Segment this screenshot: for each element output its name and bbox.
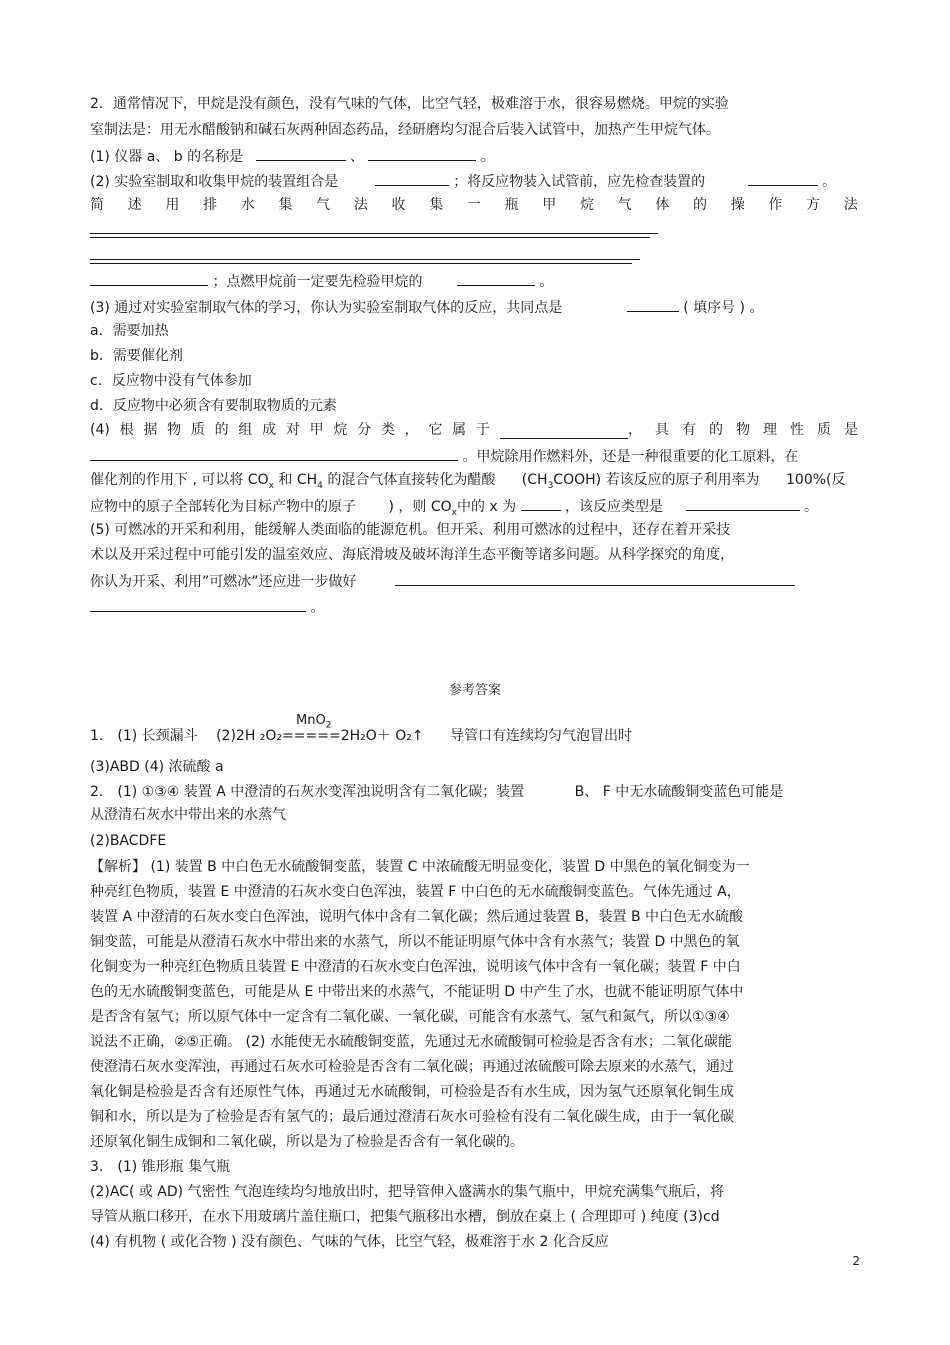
page-number: 2 [852,1254,860,1268]
q2-part4-text-c1: 催化剂的作用下 , 可以将 CO [90,472,269,488]
q2-part4-text-c7: 100%(反 [786,472,846,488]
spread-char: 具 [655,422,669,438]
q2-intro-line2: 室制法是：用无水醋酸钠和碱石灰两种固态药品，经研磨均匀混合后装入试管中，加热产生甲烷气体。 [90,122,720,138]
q2-part1-blank-b [368,146,476,161]
spread-char: 烷 [333,422,348,438]
q2-part2-end-2: 。 [539,274,554,290]
answer-3-line4: (4) 有机物 ( 或化合物 ) 没有颜色、气味的气体，比空气轻，极难溶于水 2 化合反应 [90,1234,609,1250]
q2-part4-text-d3: 中的 x 为 [456,499,517,515]
q2-part1-end: 。 [480,149,495,165]
explanation-line-12: 还原氧化铜生成铜和二氧化碳，所以是为了检验是否含有一氧化碳的。 [90,1134,524,1150]
explanation-line-3: 装置 A 中澄清的石灰水变白色浑浊，说明气体中含有二氧化碳；然后通过装置 B，装置 B 中白色无水硫酸 [90,909,744,925]
explanation-line-9: 使澄清石灰水变浑浊，再通过石灰水可检验是否含有二氧化碳；再通过浓硫酸可除去原来的水蒸气，通过 [90,1059,734,1075]
q2-part2-blank-a [375,171,449,186]
q2-part4-blank-a [500,424,628,439]
q2-part4-line2 [90,446,798,466]
answer-rule-1 [90,233,658,234]
answers-title: 参考答案 [448,683,501,698]
spread-char: ， [404,422,419,438]
ch-subscript: 4 [317,480,323,491]
spread-char: 物 [167,422,182,438]
answer-2-line1 [90,783,783,801]
spread-char: 它 [428,422,443,438]
q2-part2-text-a: (2) 实验室制取和收集甲烷的装置组合是 [90,174,339,190]
q2-part2-text-b: ；将反应物装入试管前，应先检查装置的 [453,174,706,190]
q2-part4-text-d1: 应物中的原子全部转化为目标产物中的原子 [90,499,356,515]
mno2-text: MnO [296,713,326,728]
answer-3-line1: 3． (1) 锥形瓶 集气瓶 [90,1159,231,1175]
q2-option-b: b．需要催化剂 [90,348,183,364]
explanation-line-7: 是否含有氢气；所以原气体中一定含有二氧化碳、一氧化碳，可能含有水蒸气、氢气和氮气，所以①③④ [90,1009,730,1025]
answer-rule-2 [90,259,640,260]
q2-part4-text-d2: ) ，则 CO [388,499,452,515]
answer-1-part2: 导管口有连续均匀气泡冒出时 [450,728,633,744]
spread-char: 气 [617,197,632,213]
explanation-line-4: 铜变蓝，可能是从澄清石灰水中带出来的水蒸气，所以不能证明原气体中含有水蒸气；装置 D 中黑色的氧 [90,934,740,950]
q2-part4-spread-b [628,421,858,439]
q2-part4-line1 [90,421,858,439]
q2-part4-end: 。 [803,499,818,515]
q2-part4-spread-a [90,421,490,439]
q2-part1-text: (1) 仪器 a、 b 的名称是 [90,149,244,165]
q2-part2-text-c: ；点燃甲烷前一定要先检验甲烷的 [212,274,423,290]
q2-part4-text-c2: 和 CH [278,472,318,488]
spread-char: 法 [353,197,368,213]
q2-part5-line1: (5) 可燃冰的开采和利用，能缓解人类面临的能源危机。但开采、利用可燃冰的过程中，还存在着开采技 [90,522,731,538]
explanation-line-6: 色的无水硫酸铜变蓝色，可能是从 E 中带出来的水蒸气，不能证明 D 中产生了水，也就不能证明原气体中 [90,984,744,1000]
answer-1-line2: (3)ABD (4) 浓硫酸 a [90,759,224,775]
spread-char: 水 [240,197,255,213]
q2-part1 [90,146,495,166]
q2-part2-cont [90,271,553,291]
explanation-line-5: 化铜变为一种亮红色物质且装置 E 中澄清的石灰水变白色浑浊，说明该气体中含有一氧化碳；装置 F 中白 [90,959,741,975]
q2-intro-line1: 2．通常情况下，甲烷是没有颜色，没有气味的气体，比空气轻，极难溶于水，很容易燃烧。甲烷的实验 [90,96,729,112]
q2-part4-text-c4: (CH [521,472,548,488]
answer-3-line3: 导管从瓶口移开，在水下用玻璃片盖住瓶口，把集气瓶移出水槽，倒放在桌上 ( 合理即可 ) 纯度 (3)cd [90,1209,720,1225]
spread-char: 甲 [309,422,324,438]
q2-part4-blank-type [686,496,800,511]
q2-part3-text-a: (3) 通过对实验室制取气体的学习，你认为实验室制取气体的反应，共同点是 [90,300,563,316]
spread-char: 法 [843,197,858,213]
spread-char: ， [628,422,642,438]
q2-option-d: d．反应物中必须含有要制取物质的元素 [90,398,337,414]
q2-part2-spread-line [90,196,858,214]
spread-char: 类 [380,422,395,438]
ch3-subscript: 3 [547,480,554,491]
spread-char: 气 [316,197,331,213]
q2-part3-text-b: ( 填序号 ) 。 [683,300,764,316]
spread-char: 一 [466,197,481,213]
answer-3-line2: (2)AC( 或 AD) 气密性 气泡连续均匀地放出时，把导管伸入盛满水的集气瓶中，甲烷充满集气瓶后，将 [90,1184,725,1200]
spread-char: 甲 [542,197,557,213]
q2-part4-text-c3: 的混合气体直接转化为醋酸 [327,472,496,488]
explanation-line-1: 【解析】 (1) 装置 B 中白色无水硫酸铜变蓝，装置 C 中浓硫酸无明显变化，装置 D 中黑色的氧化铜变为一 [90,859,750,875]
spread-char: 的 [693,197,707,213]
answer-2-line3: (2)BACDFE [90,833,167,849]
spread-char: 理 [763,422,777,438]
co-subscript-2: x [451,507,457,518]
explanation-line-8: 说法不正确，②⑤正确。 (2) 水能使无水硫酸铜变蓝，先通过无水硫酸铜可检验是否含有水；二氧化碳能 [90,1034,732,1050]
spread-char: 据 [143,422,158,438]
spread-char: 是 [844,422,858,438]
q2-part4-blank-x [521,496,561,511]
spread-char: 集 [278,197,293,213]
q2-part5-line2: 术以及开采过程中可能引发的温室效应、海底滑坡及破坏海洋生态平衡等诸多问题。从科学探究的角度， [90,547,734,563]
q2-part4-text-c5: COOH) [553,472,602,488]
q2-part4-text-b: 。甲烷除用作燃料外，还是一种很重要的化工原料，在 [462,449,799,465]
spread-char: 的 [709,422,723,438]
q2-part5-blank-a [395,571,795,586]
spread-char: 排 [203,197,218,213]
answer-rule-2b [90,263,632,264]
spread-char: (4) [90,422,110,438]
q2-part2-blank-b [748,171,818,186]
spread-char: 有 [682,422,696,438]
q2-part2-blank-d [457,271,535,286]
answer-2-part1: 2． (1) ①③④ 装置 A 中澄清的石灰水变浑浊说明含有二氧化碳；装置 [90,784,525,800]
q2-part5-end: 。 [310,600,325,616]
q2-option-c: c．反应物中没有气体参加 [90,373,252,389]
spread-char: 组 [238,422,253,438]
q2-part5-blank-b [90,597,306,612]
q2-part5-line3 [90,571,795,591]
spread-char: 于 [475,422,490,438]
q2-part3-blank [627,297,679,312]
q2-part2-end: 。 [822,174,837,190]
q2-option-a: a．需要加热 [90,323,169,339]
answer-2-line2: 从澄清石灰水中带出来的水蒸气 [90,807,286,823]
spread-char: 用 [165,197,180,213]
spread-char: 属 [452,422,467,438]
spread-char: 对 [285,422,300,438]
q2-part4-text-d4: ，该反应类型是 [565,499,664,515]
spread-char: 述 [127,197,142,213]
spread-char: 质 [190,422,205,438]
co-subscript: x [268,480,274,491]
q2-part1-blank-a [256,146,346,161]
spread-char: 性 [790,422,804,438]
spread-char: 收 [391,197,406,213]
explanation-line-11: 铜和水，所以是为了检验是否有氢气的；最后通过澄清石灰水可验检有没有二氧化碳生成，由于一氧化碳 [90,1109,734,1125]
spread-char: 体 [655,197,670,213]
mno2-subscript: 2 [325,720,332,731]
spread-char: 的 [214,422,229,438]
spread-char: 集 [429,197,444,213]
spread-char: 瓶 [504,197,519,213]
answer-2-part2: B、 F 中无水硫酸铜变蓝色可能是 [574,784,784,800]
q2-part2 [90,171,836,191]
spread-char: 成 [262,422,277,438]
spread-char: 操 [730,197,745,213]
spread-char: 方 [806,197,821,213]
q2-part4-line4 [90,496,818,522]
q2-part2-blank-c [90,271,208,286]
answer-rule-1b [90,237,650,238]
answer-1-equation: (2)2H ₂O₂=====2H₂O＋ O₂↑ [216,728,424,744]
spread-char: 质 [817,422,831,438]
q2-part1-sep: 、 [350,149,365,165]
answer-1-part1: 1． (1) 长颈漏斗 [90,728,198,744]
q2-part5-text-c: 你认为开采、利用”可燃冰”还应进一步做好 [90,574,357,590]
q2-part4-line3 [90,471,846,495]
q2-part4-blank-b [90,446,458,461]
spread-char: 烷 [579,197,594,213]
q2-part4-text-c6: 若该反应的原子利用率为 [605,472,760,488]
spread-char: 根 [119,422,134,438]
spread-char: 简 [90,197,104,213]
spread-char: 物 [736,422,750,438]
spread-char: 分 [357,422,372,438]
answer-1-line1 [90,727,632,745]
spread-char: 作 [768,197,783,213]
explanation-line-2: 种亮红色物质，装置 E 中澄清的石灰水变白色浑浊，装置 F 中白色的无水硫酸铜变蓝色。气体先通过 A， [90,884,741,900]
explanation-line-10: 氧化铜是检验是否含有还原性气体，再通过无水硫酸铜，可检验是否有水生成，因为氢气还原氧化铜生成 [90,1084,734,1100]
q2-part5-line4 [90,597,324,617]
q2-part3 [90,297,763,317]
